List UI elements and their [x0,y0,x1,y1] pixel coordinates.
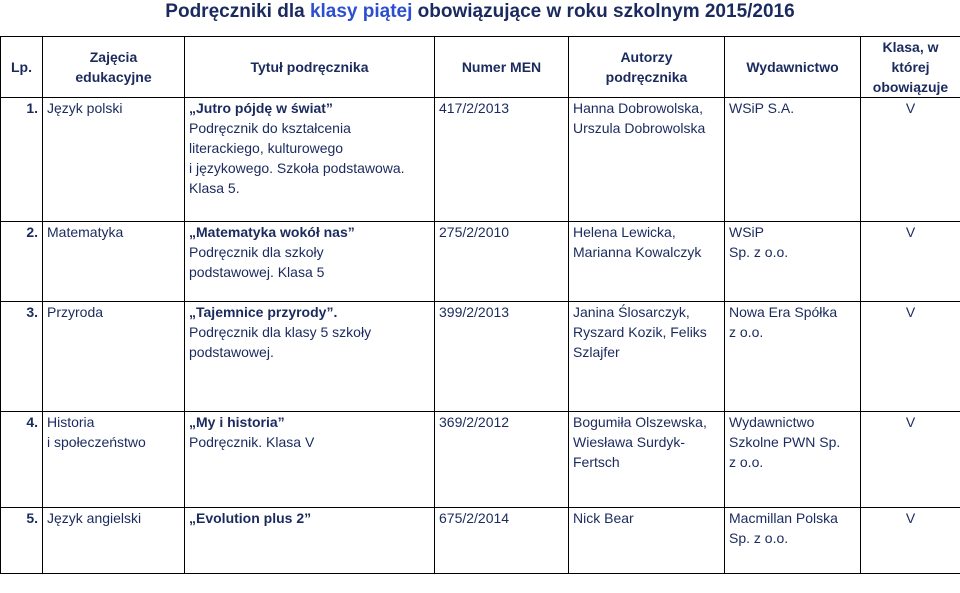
header-men-number: Numer MEN [435,37,569,98]
author-line: Fertsch [573,454,620,470]
book-title-bold: „My i historia” [189,414,285,430]
title-highlight: klasy piątej [309,1,413,22]
row-men-number: 675/2/2014 [435,508,569,574]
row-lp: 1. [1,98,43,222]
row-lp: 2. [1,222,43,302]
table-row [1,302,960,412]
row-publisher [725,508,861,574]
publisher-line: Wydawnictwo [729,414,815,430]
book-desc-line: podstawowej. Klasa 5 [189,264,325,280]
header-row [1,37,960,98]
publisher-line: z o.o. [729,324,764,340]
header-subject: Zajęcia edukacyjne [43,37,185,98]
author-line: Hanna Dobrowolska, [573,100,703,116]
row-lp: 4. [1,412,43,508]
row-subject [43,98,185,222]
table-row [1,508,960,574]
subject-line: Matematyka [47,224,124,240]
publisher-line: Macmillan Polska [729,510,838,526]
author-line: Wiesława Surdyk- [573,434,686,450]
subject-line: i społeczeństwo [47,434,146,450]
author-line: Marianna Kowalczyk [573,244,702,260]
row-authors [569,222,725,302]
author-line: Ryszard Kozik, Feliks [573,324,707,340]
table-row [1,412,960,508]
header-publisher: Wydawnictwo [725,37,861,98]
row-men-number: 369/2/2012 [435,412,569,508]
header-authors: Autorzy podręcznika [569,37,725,98]
book-title-bold: „Matematyka wokół nas” [189,224,355,240]
author-line: Urszula Dobrowolska [573,120,706,136]
author-line: Janina Ślosarczyk, [573,304,690,320]
subject-line: Język polski [47,100,123,116]
table-row [1,222,960,302]
row-class: V [861,98,960,222]
row-subject [43,302,185,412]
subject-line: Przyroda [47,304,104,320]
book-desc-line: podstawowej. [189,344,274,360]
book-desc-line: Klasa 5. [189,180,240,196]
publisher-line: WSiP [729,224,764,240]
publisher-line: WSiP S.A. [729,100,795,116]
book-desc-line: Podręcznik do kształcenia [189,120,351,136]
author-line: Bogumiła Olszewska, [573,414,707,430]
row-book-title [185,302,435,412]
header-class: Klasa, w której obowiązuje [861,37,960,98]
book-desc-line: Podręcznik. Klasa V [189,434,315,450]
row-men-number: 275/2/2010 [435,222,569,302]
publisher-line: Nowa Era Spółka [729,304,838,320]
author-line: Szlajfer [573,344,620,360]
page-title [0,0,960,24]
row-subject [43,508,185,574]
book-desc-line: Podręcznik dla szkoły [189,244,324,260]
book-desc-line: Podręcznik dla klasy 5 szkoły [189,324,372,340]
row-publisher [725,222,861,302]
title-prefix: Podręczniki dla [165,1,310,22]
row-publisher [725,412,861,508]
row-lp: 5. [1,508,43,574]
textbook-table [0,36,960,574]
row-lp: 3. [1,302,43,412]
row-subject [43,222,185,302]
row-book-title [185,508,435,574]
publisher-line: Sp. z o.o. [729,530,789,546]
book-desc-line: literackiego, kulturowego [189,140,344,156]
row-authors [569,412,725,508]
row-book-title [185,98,435,222]
row-publisher [725,98,861,222]
publisher-line: Sp. z o.o. [729,244,789,260]
author-line: Helena Lewicka, [573,224,676,240]
book-title-bold: „Tajemnice przyrody”. [189,304,338,320]
subject-line: Historia [47,414,95,430]
author-line: Nick Bear [573,510,634,526]
row-class: V [861,508,960,574]
row-authors [569,508,725,574]
row-book-title [185,412,435,508]
row-class: V [861,222,960,302]
header-book-title: Tytuł podręcznika [185,37,435,98]
row-book-title [185,222,435,302]
publisher-line: Szkolne PWN Sp. [729,434,841,450]
row-men-number: 417/2/2013 [435,98,569,222]
book-title-bold: „Evolution plus 2” [189,510,312,526]
row-men-number: 399/2/2013 [435,302,569,412]
row-subject [43,412,185,508]
publisher-line: z o.o. [729,454,764,470]
row-class: V [861,302,960,412]
header-lp: Lp. [1,37,43,98]
table-row [1,98,960,222]
row-authors [569,302,725,412]
row-class: V [861,412,960,508]
subject-line: Język angielski [47,510,142,526]
book-title-bold: „Jutro pójdę w świat” [189,100,333,116]
row-authors [569,98,725,222]
row-publisher [725,302,861,412]
book-desc-line: i językowego. Szkoła podstawowa. [189,160,405,176]
title-suffix: obowiązujące w roku szkolnym 2015/2016 [412,1,795,22]
